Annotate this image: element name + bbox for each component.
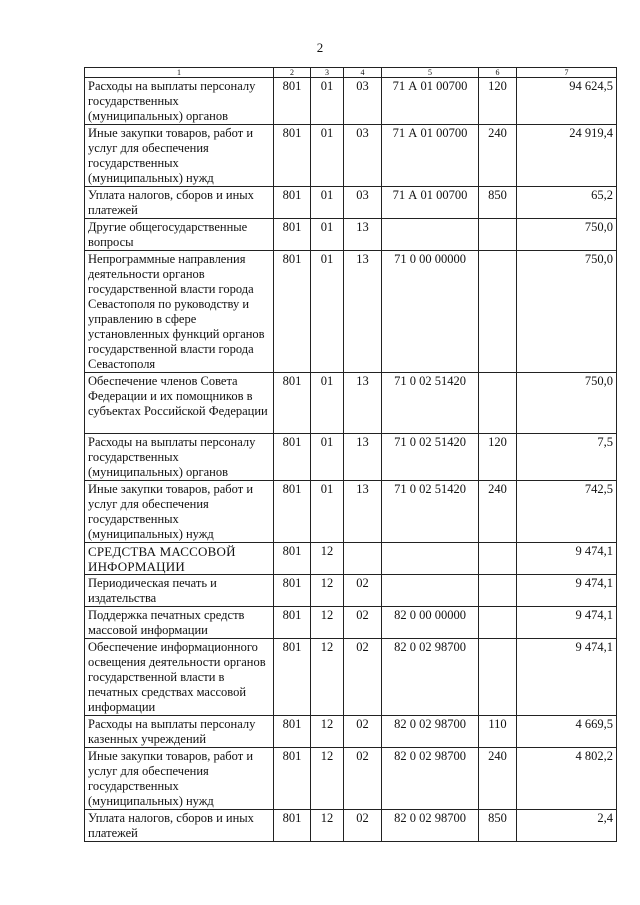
table-row: [85, 373, 617, 434]
column-header: 3: [311, 68, 344, 78]
row-c5-cell: 71 0 02 51420: [382, 373, 479, 434]
row-c3-cell: 12: [311, 810, 344, 842]
row-c7-cell: 4 669,5: [517, 716, 617, 748]
row-c2-cell: 801: [274, 543, 311, 575]
row-c2-cell: 801: [274, 78, 311, 125]
table-row: [85, 481, 617, 543]
row-c5-cell: [382, 543, 479, 575]
row-c5-cell: 71 0 02 51420: [382, 481, 479, 543]
column-header: 2: [274, 68, 311, 78]
row-c7-cell: 65,2: [517, 187, 617, 219]
row-name-cell: Иные закупки товаров, работ и услуг для обеспечения государственных (муниципальных) нужд: [85, 125, 274, 187]
row-c4-cell: 13: [344, 434, 382, 481]
row-c6-cell: 240: [479, 748, 517, 810]
row-c6-cell: 240: [479, 481, 517, 543]
row-c7-cell: 742,5: [517, 481, 617, 543]
row-c3-cell: 01: [311, 187, 344, 219]
row-c4-cell: 03: [344, 187, 382, 219]
page-number: 2: [316, 40, 324, 55]
row-c7-cell: 9 474,1: [517, 607, 617, 639]
row-c6-cell: 120: [479, 434, 517, 481]
table-row: [85, 716, 617, 748]
row-name-cell: Непрограммные направления деятельности органов государственной власти города Севастополя по руководству и управлению в сфере установленных функций органов государственной власти города Севастополя: [85, 251, 274, 373]
row-name-cell: Расходы на выплаты персоналу казенных учреждений: [85, 716, 274, 748]
row-c3-cell: 01: [311, 251, 344, 373]
table-row: [85, 748, 617, 810]
budget-table: [84, 67, 617, 842]
row-c5-cell: 82 0 02 98700: [382, 639, 479, 716]
row-c4-cell: 02: [344, 716, 382, 748]
row-name-cell: Периодическая печать и издательства: [85, 575, 274, 607]
column-header: 4: [344, 68, 382, 78]
row-c4-cell: 13: [344, 219, 382, 251]
row-c6-cell: [479, 639, 517, 716]
table-row: [85, 810, 617, 842]
row-c2-cell: 801: [274, 187, 311, 219]
row-c6-cell: [479, 543, 517, 575]
row-c2-cell: 801: [274, 639, 311, 716]
row-c2-cell: 801: [274, 219, 311, 251]
row-c5-cell: 82 0 00 00000: [382, 607, 479, 639]
column-header: 6: [479, 68, 517, 78]
row-name-cell: Другие общегосударственные вопросы: [85, 219, 274, 251]
row-c5-cell: 82 0 02 98700: [382, 748, 479, 810]
table-row: [85, 575, 617, 607]
row-name-cell: Поддержка печатных средств массовой информации: [85, 607, 274, 639]
row-c5-cell: 71 0 00 00000: [382, 251, 479, 373]
row-c4-cell: 02: [344, 639, 382, 716]
row-c6-cell: 850: [479, 810, 517, 842]
row-c2-cell: 801: [274, 810, 311, 842]
row-c5-cell: 71 А 01 00700: [382, 125, 479, 187]
row-c3-cell: 12: [311, 716, 344, 748]
row-c7-cell: 9 474,1: [517, 575, 617, 607]
row-c6-cell: 110: [479, 716, 517, 748]
row-c5-cell: [382, 575, 479, 607]
row-c3-cell: 01: [311, 481, 344, 543]
row-c2-cell: 801: [274, 716, 311, 748]
row-c7-cell: 7,5: [517, 434, 617, 481]
row-c4-cell: 02: [344, 575, 382, 607]
row-c4-cell: 02: [344, 748, 382, 810]
row-c4-cell: 03: [344, 78, 382, 125]
row-c7-cell: 750,0: [517, 251, 617, 373]
row-c6-cell: 850: [479, 187, 517, 219]
table-row: [85, 639, 617, 716]
table-row: [85, 78, 617, 125]
row-c3-cell: 01: [311, 434, 344, 481]
row-c5-cell: 82 0 02 98700: [382, 716, 479, 748]
row-c2-cell: 801: [274, 481, 311, 543]
row-c4-cell: 02: [344, 607, 382, 639]
row-c5-cell: 82 0 02 98700: [382, 810, 479, 842]
row-c4-cell: [344, 543, 382, 575]
row-c3-cell: 01: [311, 125, 344, 187]
row-c6-cell: [479, 575, 517, 607]
row-c4-cell: 13: [344, 481, 382, 543]
row-c2-cell: 801: [274, 251, 311, 373]
column-header: 5: [382, 68, 479, 78]
row-c5-cell: [382, 219, 479, 251]
row-c7-cell: 2,4: [517, 810, 617, 842]
row-name-cell: Иные закупки товаров, работ и услуг для обеспечения государственных (муниципальных) нужд: [85, 748, 274, 810]
row-c6-cell: [479, 373, 517, 434]
row-c5-cell: 71 0 02 51420: [382, 434, 479, 481]
row-c5-cell: 71 А 01 00700: [382, 78, 479, 125]
row-c6-cell: [479, 607, 517, 639]
row-c2-cell: 801: [274, 373, 311, 434]
row-c2-cell: 801: [274, 125, 311, 187]
table-row: [85, 607, 617, 639]
table-row: [85, 543, 617, 575]
row-name-cell: Обеспечение членов Совета Федерации и их помощников в субъектах Российской Федерации: [85, 373, 274, 434]
row-c3-cell: 12: [311, 748, 344, 810]
row-name-cell: Иные закупки товаров, работ и услуг для обеспечения государственных (муниципальных) нужд: [85, 481, 274, 543]
row-name-cell: СРЕДСТВА МАССОВОЙ ИНФОРМАЦИИ: [85, 543, 274, 575]
row-c2-cell: 801: [274, 434, 311, 481]
row-c4-cell: 13: [344, 251, 382, 373]
column-header: 1: [85, 68, 274, 78]
row-c3-cell: 01: [311, 373, 344, 434]
row-c4-cell: 02: [344, 810, 382, 842]
row-c4-cell: 13: [344, 373, 382, 434]
row-name-cell: Расходы на выплаты персоналу государственных (муниципальных) органов: [85, 434, 274, 481]
row-c6-cell: 120: [479, 78, 517, 125]
row-c6-cell: [479, 219, 517, 251]
row-c5-cell: 71 А 01 00700: [382, 187, 479, 219]
row-c6-cell: [479, 251, 517, 373]
row-c7-cell: 750,0: [517, 373, 617, 434]
row-name-cell: Уплата налогов, сборов и иных платежей: [85, 810, 274, 842]
row-c7-cell: 24 919,4: [517, 125, 617, 187]
row-c3-cell: 01: [311, 78, 344, 125]
row-c2-cell: 801: [274, 575, 311, 607]
table-row: [85, 187, 617, 219]
column-number-row: [85, 68, 617, 78]
row-name-cell: Расходы на выплаты персоналу государственных (муниципальных) органов: [85, 78, 274, 125]
row-c2-cell: 801: [274, 607, 311, 639]
table-row: [85, 125, 617, 187]
row-c6-cell: 240: [479, 125, 517, 187]
table-row: [85, 219, 617, 251]
row-c3-cell: 12: [311, 639, 344, 716]
table-row: [85, 251, 617, 373]
row-c3-cell: 12: [311, 607, 344, 639]
row-c7-cell: 9 474,1: [517, 639, 617, 716]
table-row: [85, 434, 617, 481]
row-c7-cell: 4 802,2: [517, 748, 617, 810]
row-name-cell: Уплата налогов, сборов и иных платежей: [85, 187, 274, 219]
column-header: 7: [517, 68, 617, 78]
row-c7-cell: 9 474,1: [517, 543, 617, 575]
row-name-cell: Обеспечение информационного освещения деятельности органов государственной власти в печатных средствах массовой информации: [85, 639, 274, 716]
row-c2-cell: 801: [274, 748, 311, 810]
row-c7-cell: 94 624,5: [517, 78, 617, 125]
row-c4-cell: 03: [344, 125, 382, 187]
row-c3-cell: 12: [311, 575, 344, 607]
row-c3-cell: 12: [311, 543, 344, 575]
row-c3-cell: 01: [311, 219, 344, 251]
row-c7-cell: 750,0: [517, 219, 617, 251]
